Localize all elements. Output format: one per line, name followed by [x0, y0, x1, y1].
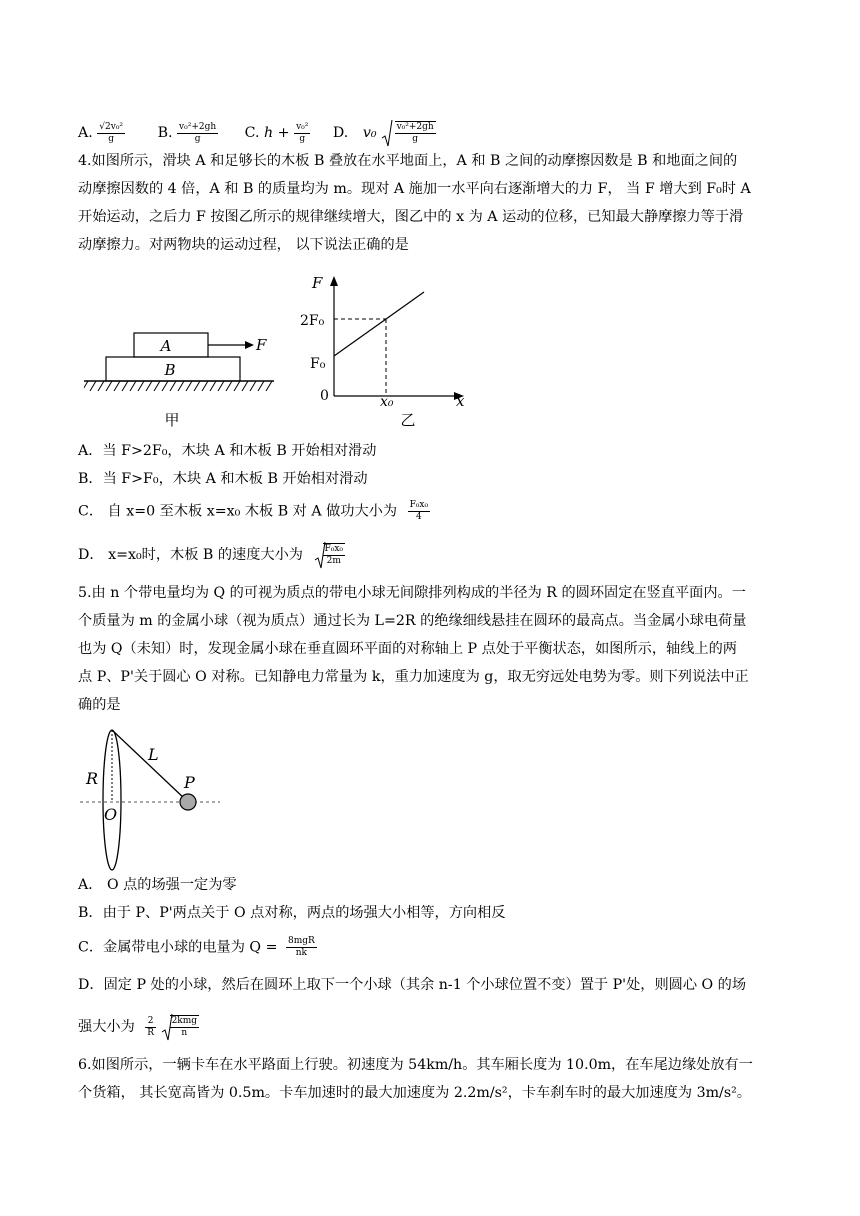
- q5-stem-line-2: 个质量为 m 的金属小球（视为质点）通过长为 L=2R 的绝缘细线悬挂在圆环的最高点。当金属小球电荷量: [78, 613, 747, 629]
- q4-stem-line-3: 开始运动，之后力 F 按图乙所示的规律继续增大，图乙中的 x 为 A 运动的位移，已知最大静摩擦力等于滑: [78, 209, 744, 225]
- q3-option-c: C. h + $\frac{\text{v₀²}}{g}$: [244, 121, 309, 144]
- y-axis-label: F: [312, 274, 323, 292]
- q3-option-d: D. v₀ $\frac{\text{v₀²+2gh}}{g}$: [333, 125, 436, 141]
- q4-stem-line-1: 4.如图所示，滑块 A 和足够长的木板 B 叠放在水平地面上，A 和 B 之间的动摩擦因数是 B 和地面之间的: [78, 153, 738, 169]
- y-tick-f0: F₀: [310, 356, 326, 372]
- q6-stem-line-2: 个货箱， 其长宽高皆为 0.5m。卡车加速时的最大加速度为 2.2m/s²，卡车刹车时的最大加速度为 3m/s²。: [78, 1085, 751, 1101]
- string-length-label: L: [148, 745, 159, 764]
- q4-option-a: A．当 F>2F₀，木块 A 和木板 B 开始相对滑动: [78, 443, 377, 459]
- q5-option-a: A． O 点的场强一定为零: [78, 877, 237, 893]
- center-o-label: O: [104, 805, 118, 824]
- origin-label: 0: [320, 388, 329, 404]
- q5-stem-line-5: 确的是: [78, 697, 121, 713]
- q5-option-d-line-1: D．固定 P 处的小球，然后在圆环上取下一个小球（其余 n-1 个小球位置不变）置于 P'处，则圆心 O 的场: [78, 977, 747, 993]
- q5-option-b: B．由于 P、P'两点关于 O 点对称，两点的场强大小相等，方向相反: [78, 905, 506, 921]
- x-axis-label: x: [456, 392, 465, 410]
- q6-stem-line-1: 6.如图所示，一辆卡车在水平路面上行驶。初速度为 54km/h。其车厢长度为 10.0m，在车尾边缘处放有一: [78, 1057, 753, 1073]
- block-a-label: A: [160, 337, 172, 355]
- q5-option-d-line-2: 强大小为 $\frac{2}{R}$ $\frac{\text{2kmg}}{n}$: [78, 1012, 199, 1042]
- block-b-label: B: [164, 361, 176, 379]
- figure-jia: [84, 325, 284, 435]
- q4-option-d: D． x=x₀时，木板 B 的速度大小为 $\frac{\text{F₀x₀}}{2m}$: [78, 540, 345, 570]
- figure-yi-caption: 乙: [400, 411, 416, 429]
- q4-option-c: C． 自 x=0 至木板 x=x₀ 木板 B 对 A 做功大小为 $\frac{\text{F₀x₀}}{4}$: [78, 500, 429, 522]
- q3-option-a: A. $\frac{\text{√2v₀²}}{g}$: [78, 121, 124, 144]
- sqrt-sign-icon: [381, 118, 393, 148]
- force-label: F: [256, 336, 267, 354]
- q5-option-c: C．金属带电小球的电量为 Q = $\frac{\text{8mgR}}{nk}$: [78, 936, 315, 958]
- q4-stem-line-4: 动摩擦力。对两物块的运动过程， 以下说法正确的是: [78, 237, 409, 253]
- q3-options: [78, 118, 436, 148]
- q4-option-b: B．当 F>F₀，木块 A 和木板 B 开始相对滑动: [78, 471, 368, 487]
- x-tick-x0: x₀: [380, 394, 394, 410]
- figure-yi: [296, 268, 476, 430]
- point-p-label: P: [184, 773, 195, 792]
- q5-stem-line-3: 也为 Q（未知）时，发现金属小球在垂直圆环平面的对称轴上 P 点处于平衡状态，如图所示，轴线上的两: [78, 641, 737, 657]
- figure-jia-caption: 甲: [164, 411, 180, 429]
- figure-ring: [80, 722, 230, 874]
- ring-radius-label: R: [86, 769, 99, 788]
- q5-stem-line-1: 5.由 n 个带电量均为 Q 的可视为质点的带电小球无间隙排列构成的半径为 R 的圆环固定在竖直平面内。一: [78, 585, 746, 601]
- y-tick-2f0: 2F₀: [300, 313, 325, 329]
- q3-option-b: B. $\frac{\text{v₀²+2gh}}{g}$: [157, 121, 217, 144]
- q5-stem-line-4: 点 P、P'关于圆心 O 对称。已知静电力常量为 k，重力加速度为 g，取无穷远处电势为零。则下列说法中正: [78, 669, 749, 685]
- q4-stem-line-2: 动摩擦因数的 4 倍，A 和 B 的质量均为 m。现对 A 施加一水平向右逐渐增大的力 F， 当 F 增大到 F₀时 A: [78, 181, 751, 197]
